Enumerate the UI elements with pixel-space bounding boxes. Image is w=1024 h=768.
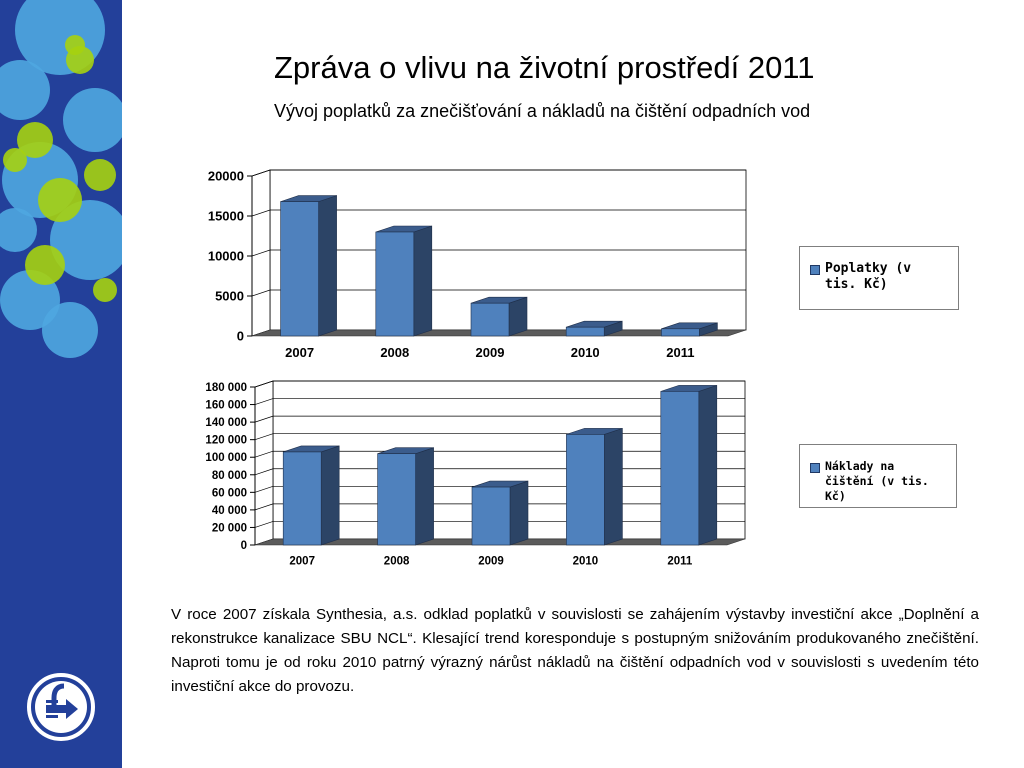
splash-blob (84, 159, 116, 191)
bar (281, 196, 337, 336)
legend-entry (810, 261, 950, 293)
page-subtitle: Vývoj poplatků za znečišťování a nákladů na čištění odpadních vod (274, 101, 811, 121)
legend-label: Náklady na čištění (v tis. Kč) (825, 459, 929, 503)
company-logo-icon (26, 672, 96, 742)
x-tick-label: 2009 (475, 345, 505, 360)
bar-side (699, 385, 717, 545)
y-tick-label: 120 000 (205, 434, 247, 447)
fees-chart (180, 160, 980, 360)
x-tick-label: 2008 (383, 555, 410, 568)
y-tick-label: 60 000 (211, 487, 247, 500)
legend-label: Poplatky (v tis. Kč) (825, 261, 912, 292)
bar (471, 297, 527, 336)
splash-blob (65, 35, 85, 55)
costs-chart (180, 372, 980, 572)
y-tick-label: 10000 (207, 248, 244, 264)
splash-blob (3, 148, 27, 172)
sidebar-decoration (0, 0, 122, 768)
bar-front (281, 202, 319, 336)
y-tick-label: 20000 (207, 168, 244, 184)
bar-side (604, 428, 622, 545)
bar-front (566, 434, 604, 545)
splash-blob (25, 245, 65, 285)
bar-front (378, 454, 416, 545)
x-tick-label: 2011 (667, 555, 693, 568)
bar-front (283, 452, 321, 545)
bar-side (509, 297, 527, 336)
y-tick-label: 40 000 (211, 504, 247, 517)
y-tick-label: 80 000 (211, 469, 247, 482)
y-tick-label: 160 000 (205, 399, 247, 412)
bar-front (566, 327, 604, 336)
bar-side (321, 446, 339, 545)
page-title: Zpráva o vlivu na životní prostředí 2011 (274, 50, 815, 85)
splash-blob (93, 278, 117, 302)
x-tick-label: 2007 (285, 345, 315, 360)
bar-front (376, 232, 414, 336)
legend-entry (810, 459, 948, 504)
y-tick-label: 180 000 (205, 382, 247, 395)
bar (378, 448, 434, 545)
y-tick-label: 100 000 (205, 452, 247, 465)
bar (283, 446, 339, 545)
bar (376, 226, 432, 336)
bar-side (319, 196, 337, 336)
y-tick-label: 15000 (207, 208, 244, 224)
y-tick-label: 0 (236, 328, 244, 344)
bar-front (471, 303, 509, 336)
legend-swatch (810, 265, 820, 275)
bar-side (414, 226, 432, 336)
bar-front (472, 487, 510, 545)
y-tick-label: 5000 (215, 288, 244, 304)
bar (472, 481, 528, 545)
y-tick-label: 0 (240, 540, 247, 553)
bar-side (416, 448, 434, 545)
x-tick-label: 2007 (289, 555, 315, 568)
bar-front (661, 329, 699, 336)
x-tick-label: 2011 (666, 345, 695, 360)
bar-front (661, 391, 699, 545)
fees-chart-legend (799, 246, 959, 310)
x-tick-label: 2008 (380, 345, 410, 360)
splash-blob (42, 302, 98, 358)
bar (661, 385, 717, 545)
bar (566, 428, 622, 545)
legend-swatch (810, 463, 820, 473)
y-tick-label: 20 000 (211, 522, 247, 535)
description-paragraph: V roce 2007 získala Synthesia, a.s. odklad poplatků v souvislosti se zahájením výstavby investiční akce „Doplnění a rekonstrukce kanalizace SBU NCL“. Klesající trend koresponduje s postupným snižováním produkovaného znečištění. Naproti tomu je od roku 2010 patrný výrazný nárůst nákladů na čištění odpadních vod v souvislosti s uvedením této investiční akce do provozu. (171, 606, 979, 695)
y-tick-label: 140 000 (205, 417, 247, 430)
splash-blob (38, 178, 82, 222)
x-tick-label: 2009 (478, 555, 504, 568)
costs-chart-legend (799, 444, 957, 508)
bar-side (510, 481, 528, 545)
plot-side-wall (255, 381, 273, 545)
x-tick-label: 2010 (572, 555, 599, 568)
x-tick-label: 2010 (570, 345, 600, 360)
